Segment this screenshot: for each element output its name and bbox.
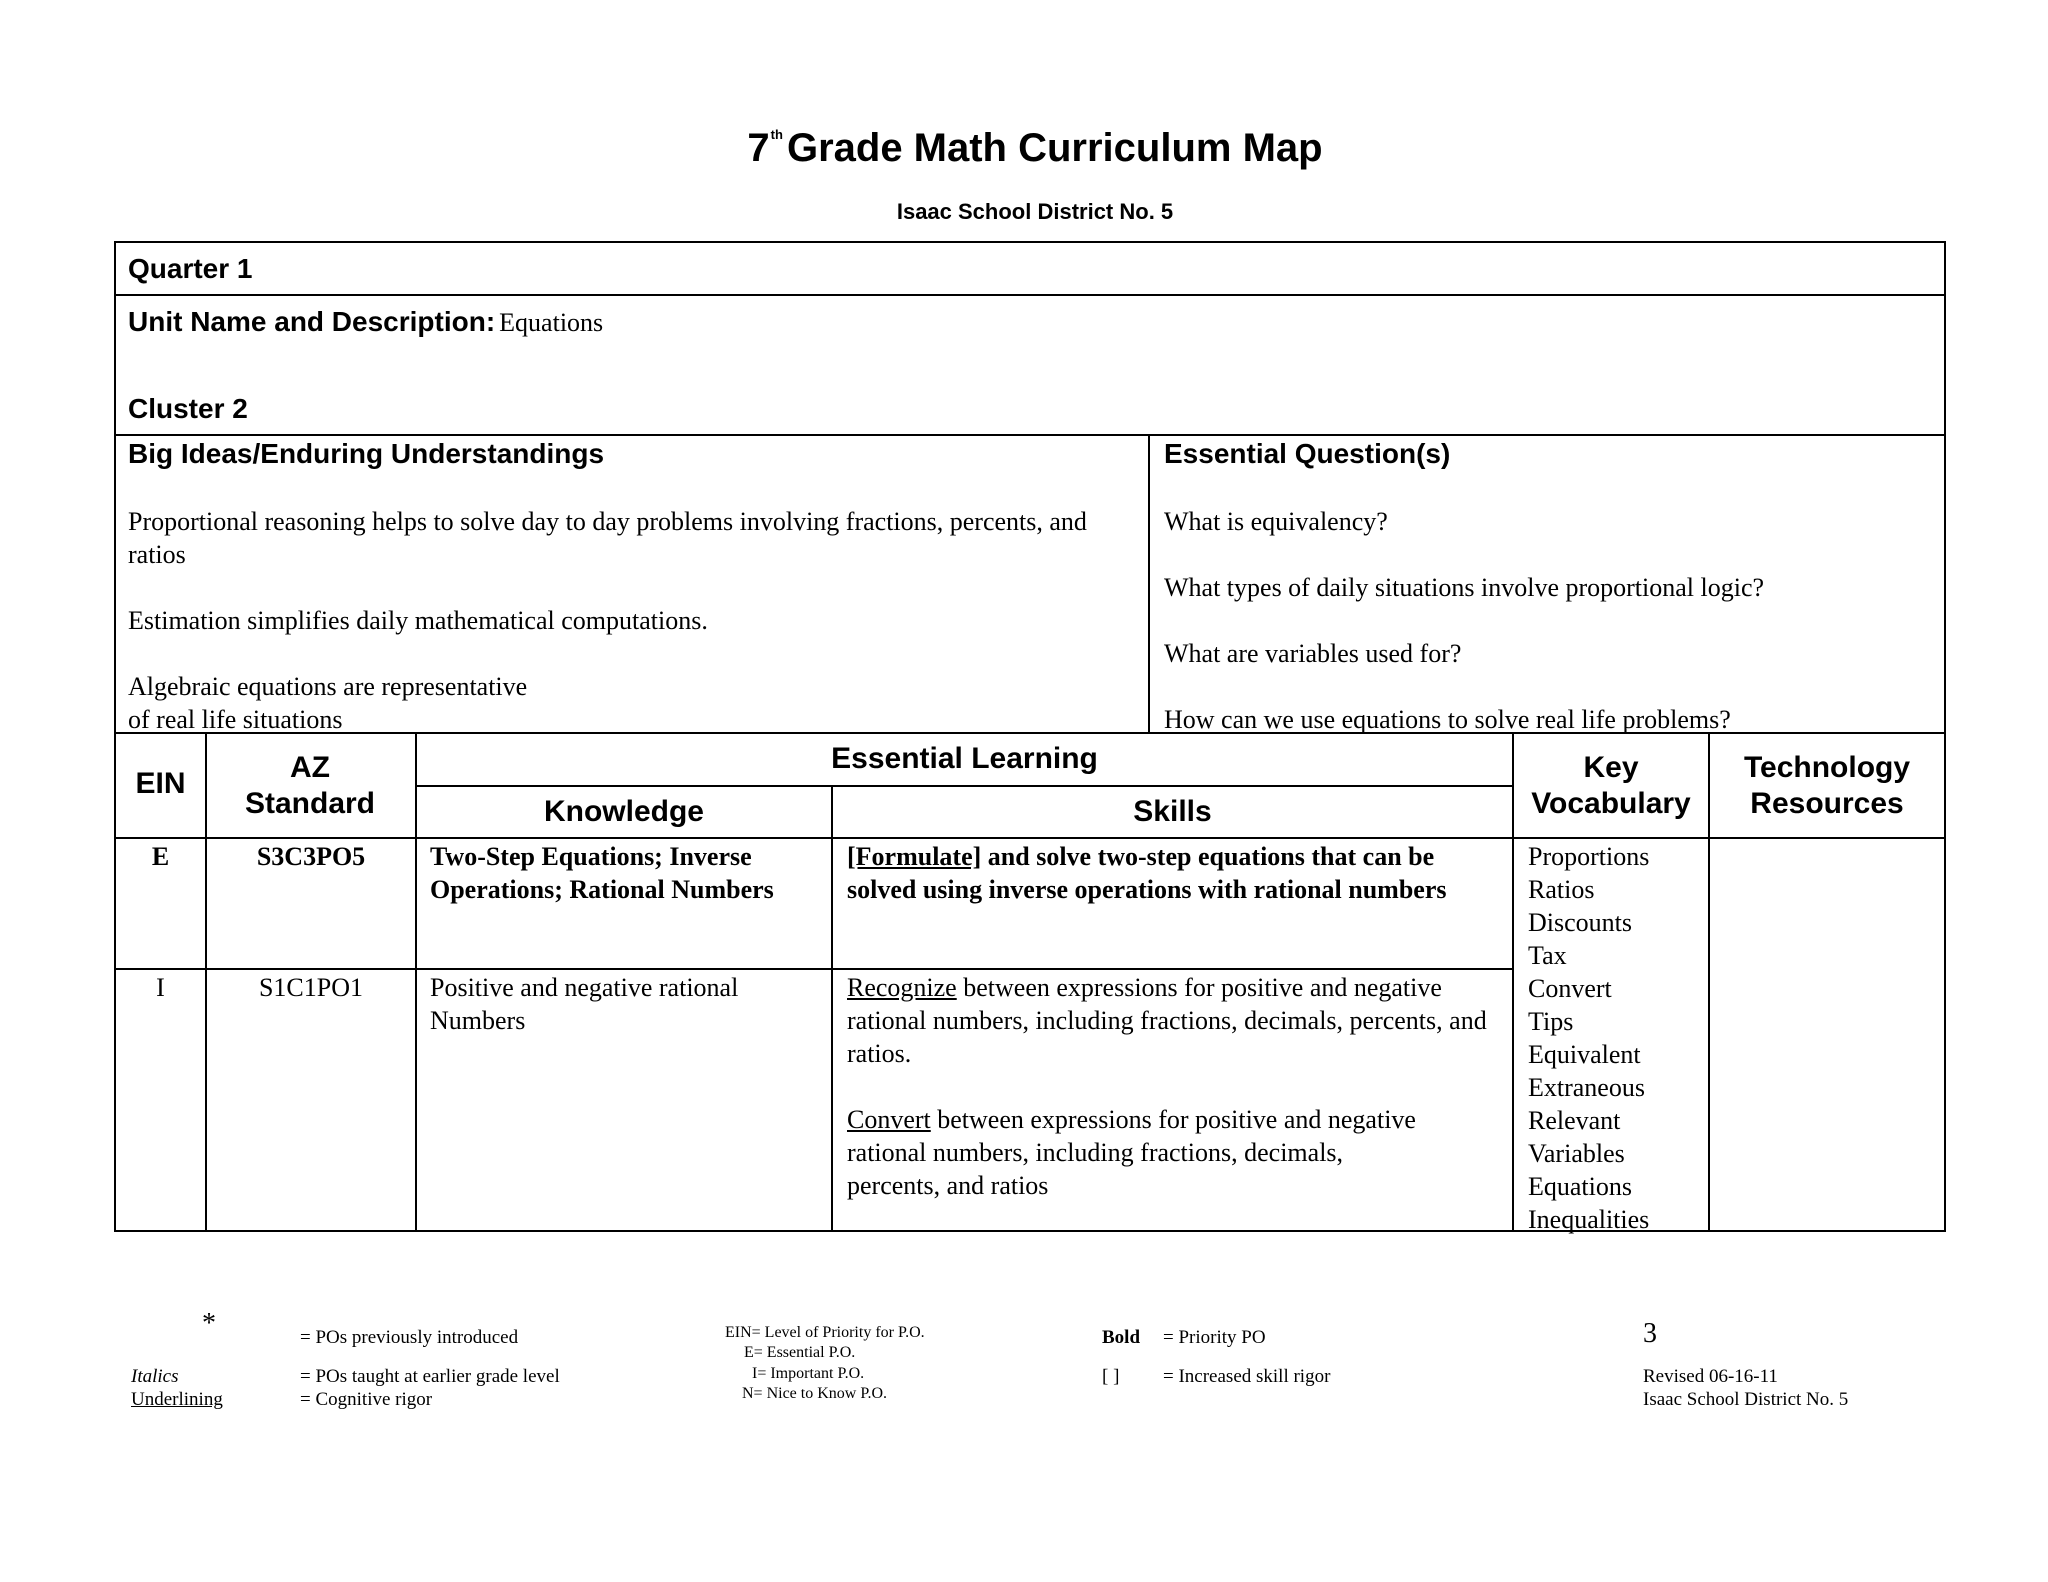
header-technology-resources: Technology Resources: [1743, 751, 1911, 820]
page-title: 7th Grade Math Curriculum Map: [747, 126, 1323, 170]
page-subtitle: Isaac School District No. 5: [896, 199, 1174, 224]
header-knowledge: Knowledge: [543, 795, 704, 828]
header-key-vocabulary: Key Vocabulary: [1531, 751, 1691, 820]
legend-brackets-label: [ ]: [1102, 1366, 1120, 1387]
row-skills: [847, 840, 1447, 906]
big-ideas-list: [128, 505, 1138, 736]
header-ein: EIN: [135, 767, 186, 800]
skill-item: [847, 971, 1512, 1070]
legend-bold-desc: = Priority PO: [1163, 1327, 1266, 1348]
skill-text: between expressions for positive and negative rational numbers, including fractions, decimals, percents, and ratios: [847, 1105, 1416, 1200]
essential-question-item: What types of daily situations involve proportional logic?: [1164, 573, 1765, 602]
essential-question-item: What are variables used for?: [1164, 639, 1462, 668]
essential-questions-list: [1164, 505, 1934, 736]
footer-district: Isaac School District No. 5: [1643, 1389, 1849, 1410]
vocabulary-item: Discounts: [1528, 908, 1632, 937]
ein-legend-line: EIN= Level of Priority for P.O.: [725, 1324, 925, 1341]
key-vocabulary-list: [1528, 840, 1708, 1236]
legend-italics-label: Italics: [131, 1366, 179, 1387]
row-knowledge: Two-Step Equations; Inverse Operations; Rational Numbers: [430, 842, 774, 904]
essential-questions-heading: Essential Question(s): [1164, 438, 1451, 469]
skill-verb: Recognize: [847, 973, 957, 1002]
essential-question-item: What is equivalency?: [1164, 507, 1388, 536]
ein-legend-line: E= Essential P.O.: [744, 1344, 856, 1361]
vocabulary-item: Proportions: [1528, 842, 1650, 871]
legend-previously-introduced: = POs previously introduced: [300, 1327, 519, 1348]
cluster-label: Cluster 2: [128, 393, 248, 424]
header-az-standard: AZ Standard: [244, 751, 376, 820]
row-standard: S3C3PO5: [256, 842, 366, 871]
quarter-label: Quarter 1: [128, 253, 253, 284]
big-ideas-heading: Big Ideas/Enduring Understandings: [128, 438, 605, 469]
vocabulary-item: Extraneous: [1528, 1073, 1645, 1102]
revised-date: Revised 06-16-11: [1643, 1366, 1778, 1387]
big-idea-item: Proportional reasoning helps to solve day to day problems involving fractions, percents, and ratios: [128, 507, 1087, 569]
page-number: 3: [1643, 1318, 1657, 1349]
legend-italics-desc: = POs taught at earlier grade level: [300, 1366, 560, 1387]
ein-legend-line: I= Important P.O.: [752, 1365, 865, 1382]
vocabulary-item: Equations: [1528, 1172, 1632, 1201]
header-essential-learning: Essential Learning: [831, 742, 1098, 775]
unit-row: [128, 308, 603, 338]
unit-label: Unit Name and Description:: [128, 306, 496, 337]
skill-verb: Convert: [847, 1105, 931, 1134]
big-idea-item: Estimation simplifies daily mathematical computations.: [128, 606, 708, 635]
vocabulary-item: Relevant: [1528, 1106, 1621, 1135]
row-ein: E: [151, 842, 170, 871]
vocabulary-item: Tips: [1528, 1007, 1574, 1036]
row-skills: [847, 971, 1512, 1202]
legend-underlining-label: Underlining: [131, 1389, 223, 1410]
skill-text: and solve two-step equations that can be solved using inverse operations with rational numbers: [847, 842, 1447, 904]
asterisk-symbol: *: [202, 1308, 216, 1339]
vocabulary-item: Convert: [1528, 974, 1612, 1003]
essential-question-item: How can we use equations to solve real life problems?: [1164, 705, 1731, 734]
vocabulary-item: Equivalent: [1528, 1040, 1641, 1069]
skill-verb: [Formulate]: [847, 842, 982, 871]
vocabulary-item: Inequalities: [1528, 1205, 1650, 1234]
vocabulary-item: Ratios: [1528, 875, 1595, 904]
skill-item: [847, 1103, 1417, 1202]
vocabulary-item: Variables: [1528, 1139, 1625, 1168]
legend-underlining-desc: = Cognitive rigor: [300, 1389, 433, 1410]
header-skills: Skills: [1133, 795, 1212, 828]
row-ein: I: [156, 973, 165, 1002]
legend-bold-label: Bold: [1102, 1327, 1141, 1348]
ein-legend-line: N= Nice to Know P.O.: [742, 1385, 888, 1402]
unit-value: Equations: [499, 308, 604, 337]
legend-brackets-desc: = Increased skill rigor: [1163, 1366, 1331, 1387]
skill-text: between expressions for positive and negative rational numbers, including fractions, decimals, percents, and ratios.: [847, 973, 1487, 1068]
vocabulary-item: Tax: [1528, 941, 1567, 970]
row-standard: S1C1PO1: [258, 973, 364, 1002]
row-knowledge: Positive and negative rational Numbers: [430, 973, 739, 1035]
big-idea-item: Algebraic equations are representative of real life situations: [128, 672, 528, 734]
